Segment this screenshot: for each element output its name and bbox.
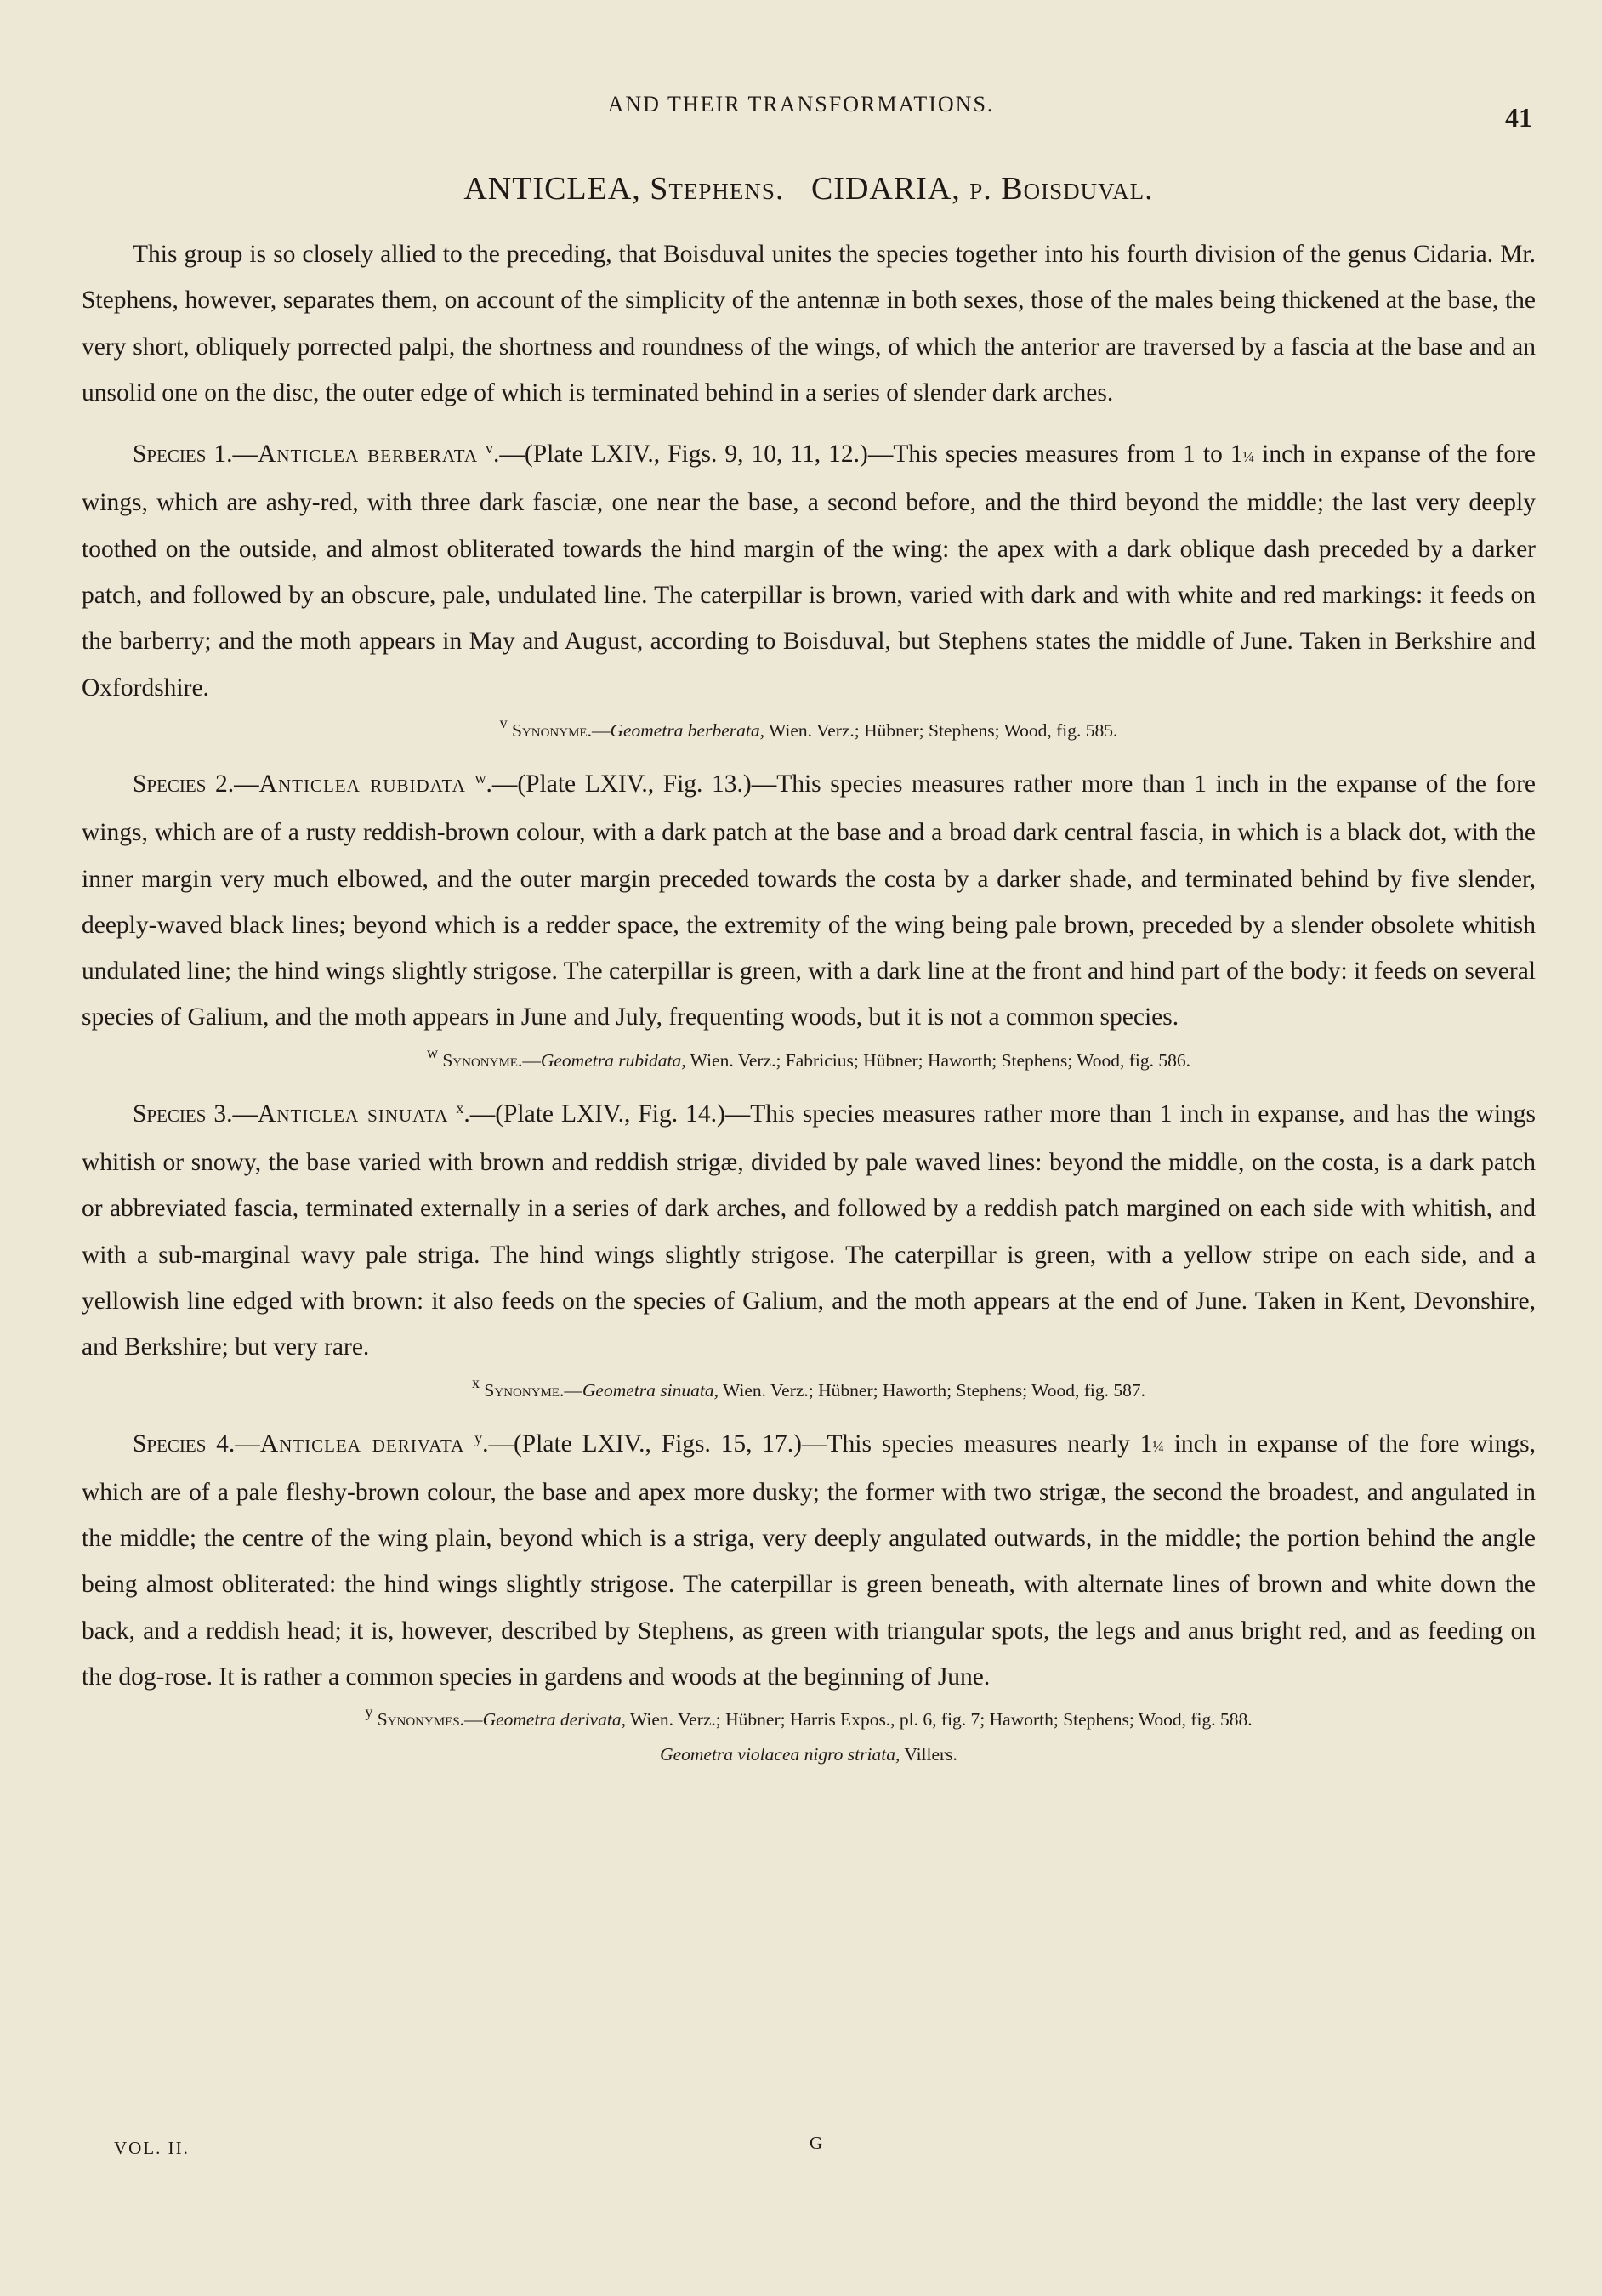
synonym-refs: Wien. Verz.; Fabricius; Hübner; Haworth; Stephens; Wood, fig. 586.: [690, 1049, 1191, 1071]
genus-anticlea: ANTICLEA,: [463, 171, 641, 207]
page-body: [82, 170, 1536, 1769]
species-name: Anticlea rubidata: [258, 770, 466, 798]
species-label: Species 3.—: [133, 1100, 258, 1128]
page-footer: [114, 2133, 1488, 2159]
synonymy-note-cont: [82, 1740, 1536, 1769]
genus-cidaria: CIDARIA,: [810, 171, 961, 207]
species-entry: [82, 1091, 1536, 1406]
description-text-cont: inch in expanse of the fore wings, which are ashy-red, with three dark fasciæ, one near the base, a second before, and the third beyond the middle; the last very deeply toothed on the outside, and almost obliterated towards the hind margin of the wing: the apex with a dark oblique dash preceded by a darker patch, and followed by an obscure, pale, undulated line. The caterpillar is brown, varied with dark and with white and red markings: it feeds on the barberry; and the moth appears in May and August, according to Boisduval, but Stephens states the middle of June. Taken in Berkshire and Oxfordshire.: [82, 440, 1537, 702]
footnote-mark: w: [426, 1043, 438, 1061]
synonymy-label: Synonymes.—: [377, 1709, 483, 1731]
synonym-name: Geometra sinuata,: [582, 1379, 719, 1401]
running-head: AND THEIR TRANSFORMATIONS.: [607, 92, 995, 117]
species-label: Species 4.—: [133, 1429, 260, 1458]
species-name: Anticlea derivata: [259, 1429, 465, 1458]
fraction: ¼: [1152, 1437, 1164, 1455]
footnote-mark: x: [456, 1099, 464, 1117]
species-entry: [82, 1421, 1536, 1770]
synonymy-note: [82, 1705, 1536, 1735]
footnote-mark: x: [472, 1373, 480, 1391]
species-entry: [82, 761, 1536, 1076]
author-stephens: Stephens.: [650, 171, 785, 207]
species-description: [82, 431, 1536, 711]
description-text: .—(Plate LXIV., Figs. 9, 10, 11, 12.)—This species measures from 1 to 1: [493, 440, 1243, 469]
description-text: .—(Plate LXIV., Fig. 14.)—This species measures rather more than 1 inch in expanse, and has the wings whitish or snowy, the base varied with brown and reddish strigæ, divided by pale waved lines: beyond the middle, on the costa, is a dark patch or abbreviated fascia, terminated externally in a series of dark arches, and followed by a reddish patch margined on each side with whitish, and with a sub-marginal wavy pale striga. The hind wings slightly strigose. The caterpillar is green, with a yellow stripe on each side, and a yellowish line edged with brown: it also feeds on the species of Galium, and the moth appears at the end of June. Taken in Kent, Devonshire, and Berkshire; but very rare.: [82, 1100, 1537, 1361]
synonym-refs: Wien. Verz.; Hübner; Stephens; Wood, fig. 585.: [768, 719, 1118, 741]
footnote-mark: y: [474, 1429, 483, 1446]
synonymy-label: Synonyme.—: [484, 1379, 582, 1401]
species-description: [82, 1421, 1536, 1701]
synonym-name: Geometra violacea nigro striata,: [660, 1744, 900, 1765]
synonym-refs: Wien. Verz.; Hübner; Harris Expos., pl. 6, fig. 7; Haworth; Stephens; Wood, fig. 588.: [629, 1709, 1253, 1731]
species-entry: [82, 431, 1536, 746]
page-number: 41: [1505, 102, 1532, 133]
synonymy-label: Synonyme.—: [511, 719, 611, 741]
synonym-name: Geometra derivata,: [482, 1709, 626, 1731]
footnote-mark: v: [486, 440, 494, 457]
synonym-name: Geometra berberata,: [610, 719, 764, 741]
description-text-cont: inch in expanse of the fore wings, which are of a pale fleshy-brown colour, the base and apex more dusky; the former with two strigæ, the second the broadest, and angulated in the middle; the centre of the wing plain, beyond which is a striga, very deeply angulated outwards, in the middle; the portion behind the angle being almost obliterated: the hind wings slightly strigose. The caterpillar is green beneath, with alternate lines of brown and white down the back, and a reddish head; it is, however, described by Stephens, as green with triangular spots, the legs and anus bright red, and as feeding on the dog-rose. It is rather a common species in gardens and woods at the beginning of June.: [82, 1429, 1536, 1691]
synonymy-label: Synonyme.—: [442, 1049, 541, 1071]
signature-mark: G: [810, 2133, 825, 2153]
species-label: Species 2.—: [133, 770, 259, 798]
footnote-mark: y: [365, 1703, 373, 1721]
intro-paragraph: This group is so closely allied to the preceding, that Boisduval unites the species together into his fourth division of the genus Cidaria. Mr. Stephens, however, separates them, on account of the simplicity of the antennæ in both sexes, those of the males being thickened at the base, the very short, obliquely porrected palpi, the shortness and roundness of the wings, of which the anterior are traversed by a fascia at the base and an unsolid one on the disc, the outer edge of which is terminated behind in a series of slender dark arches.: [82, 241, 1536, 406]
footnote-mark: w: [474, 769, 486, 787]
species-name: Anticlea berberata: [258, 440, 479, 469]
group-heading: [82, 170, 1536, 207]
synonym-name: Geometra rubidata,: [540, 1049, 686, 1071]
species-name: Anticlea sinuata: [258, 1100, 449, 1128]
species-description: [82, 761, 1536, 1041]
author-boisduval: p. Boisduval.: [969, 171, 1154, 207]
footnote-mark: v: [499, 713, 508, 731]
synonymy-note: [82, 713, 1536, 746]
description-text: .—(Plate LXIV., Fig. 13.)—This species measures rather more than 1 inch in the expanse of the fore wings, which are of a rusty reddish-brown colour, with a dark patch at the base and a broad dark central fascia, in which is a black dot, with the inner margin very much elbowed, and the outer margin preceded towards the costa by a darker shade, and terminated behind by five slender, deeply-waved black lines; beyond which is a redder space, the extremity of the wing being pale brown, preceded by a slender obsolete whitish undulated line; the hind wings slightly strigose. The caterpillar is green, with a dark line at the front and hind part of the body: it feeds on several species of Galium, and the moth appears in June and July, frequenting woods, but it is not a common species.: [82, 770, 1537, 1031]
synonym-refs: Villers.: [904, 1744, 957, 1765]
synonym-refs: Wien. Verz.; Hübner; Haworth; Stephens; Wood, fig. 587.: [722, 1379, 1145, 1401]
synonymy-note: [82, 1043, 1536, 1076]
description-text: .—(Plate LXIV., Figs. 15, 17.)—This species measures nearly 1: [482, 1429, 1153, 1458]
fraction: ¼: [1242, 448, 1255, 466]
species-label: Species 1.—: [133, 440, 258, 469]
synonymy-note: [82, 1373, 1536, 1406]
species-description: [82, 1091, 1536, 1371]
volume-label: VOL. II.: [114, 2138, 190, 2158]
